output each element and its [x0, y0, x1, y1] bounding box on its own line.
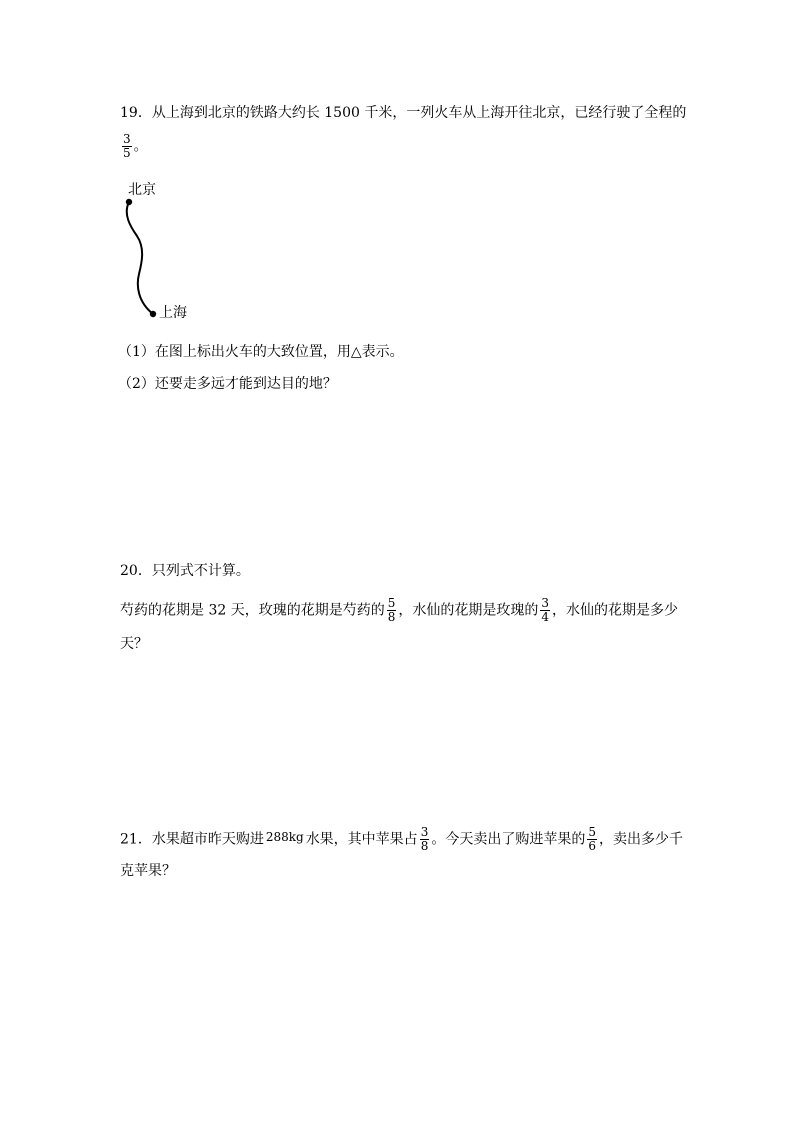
q19-end-punct: 。 — [133, 138, 148, 155]
q19-sub2: （2）还要走多远才能到达目的地？ — [118, 376, 337, 392]
q19-fraction — [122, 133, 132, 160]
beijing-label: 北京 — [128, 182, 156, 198]
q21-fraction-1-denominator: 8 — [420, 839, 429, 853]
q21-line2: 克苹果？ — [120, 863, 176, 879]
q21-part4: ，卖出多少千 — [598, 831, 683, 848]
q20-fraction-2 — [540, 597, 550, 624]
q20-part3: ，水仙的花期是多少 — [552, 602, 678, 619]
q20-fraction-1-denominator: 8 — [387, 610, 396, 624]
q19-line1: 19．从上海到北京的铁路大约长 1500 千米，一列火车从上海开往北京，已经行驶了全程的 — [120, 105, 687, 121]
shanghai-label: 上海 — [159, 305, 187, 321]
q20-title: 20．只列式不计算。 — [120, 563, 250, 579]
q20-fraction-2-denominator: 4 — [541, 610, 549, 624]
q21-fraction-2-numerator: 5 — [588, 825, 596, 839]
q20-part1: 芍药的花期是 32 天，玫瑰的花期是芍药的 — [120, 602, 385, 619]
q20-fraction-2-numerator: 3 — [541, 596, 549, 610]
q20-fraction-1-numerator: 5 — [387, 596, 396, 610]
q19-fraction-numerator: 3 — [123, 132, 131, 146]
q21-part2: 水果，其中苹果占 — [305, 831, 418, 848]
q21-line1 — [120, 826, 683, 853]
q19-sub1: （1）在图上标出火车的大致位置，用△表示。 — [118, 344, 404, 360]
q20-line2: 天？ — [120, 636, 148, 652]
q19-line2 — [120, 133, 148, 160]
q21-quantity: 288kg — [265, 829, 304, 844]
q21-fraction-1 — [420, 826, 430, 853]
q20-fraction-1 — [387, 597, 397, 624]
q20-part2: ，水仙的花期是玫瑰的 — [398, 602, 539, 619]
route-map — [110, 178, 220, 328]
q20-line1 — [120, 597, 678, 624]
q21-part1: 21．水果超市昨天购进 — [120, 831, 264, 848]
q21-fraction-2 — [587, 826, 597, 853]
q21-part3: 。今天卖出了购进苹果的 — [431, 831, 586, 848]
beijing-dot — [126, 199, 132, 205]
q21-fraction-2-denominator: 6 — [588, 839, 596, 853]
railway-route-line — [127, 202, 153, 314]
q19-fraction-denominator: 5 — [123, 146, 131, 160]
shanghai-dot — [150, 311, 156, 317]
q21-fraction-1-numerator: 3 — [420, 825, 429, 839]
